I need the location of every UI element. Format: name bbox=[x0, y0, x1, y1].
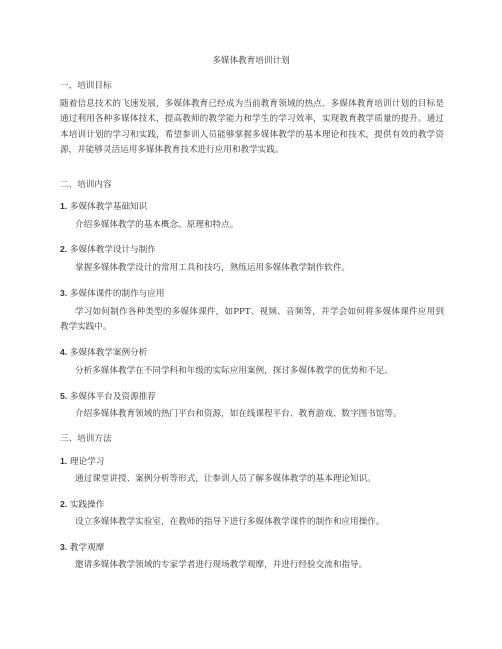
item-number: 5. bbox=[60, 391, 68, 401]
content-item-3 bbox=[60, 287, 164, 300]
method-item-3-desc: 邀请多媒体教学领域的专家学者进行现场教学观摩，并进行经验交流和指导。 bbox=[75, 560, 368, 570]
item-title: 实践操作 bbox=[69, 500, 105, 510]
content-item-4 bbox=[60, 346, 147, 359]
content-item-5-desc: 介绍多媒体教育领域的热门平台和资源，如在线课程平台、教育游戏、数字图书馆等。 bbox=[75, 409, 402, 419]
item-number: 2. bbox=[60, 244, 68, 254]
item-number: 3. bbox=[60, 288, 68, 298]
item-title: 多媒体教学基础知识 bbox=[69, 202, 148, 212]
item-number: 1. bbox=[60, 456, 68, 466]
goals-paragraph: 随着信息技术的飞速发展，多媒体教育已经成为当前教育领域的热点。多媒体教育培训计划的目标是通过利用各种多媒体技术，提高教师的教学能力和学生的学习效率，实现教育教学质量的提升。通过本培训计划的学习和实践，希望参训人员能够掌握多媒体教学的基本理论和技术，提供有效的教学资源，并能够灵活运用多媒体教育技术进行应用和教学实践。 bbox=[60, 99, 444, 156]
section-heading-goals: 一、培训目标 bbox=[60, 81, 112, 91]
method-item-1-desc: 通过课堂讲授、案例分析等形式，让参训人员了解多媒体教学的基本理论知识。 bbox=[75, 474, 376, 484]
content-item-2-desc: 掌握多媒体教学设计的常用工具和技巧，熟练运用多媒体教学制作软件。 bbox=[75, 263, 351, 273]
item-title: 理论学习 bbox=[69, 457, 105, 467]
method-item-3 bbox=[60, 541, 104, 554]
method-item-2-desc: 设立多媒体教学实验室，在教师的指导下进行多媒体教学课件的制作和应用操作。 bbox=[75, 517, 385, 527]
method-item-1 bbox=[60, 455, 104, 468]
item-number: 2. bbox=[60, 499, 68, 509]
method-item-2 bbox=[60, 498, 104, 511]
item-title: 多媒体课件的制作与应用 bbox=[69, 289, 165, 299]
section-heading-methods: 三、培训方法 bbox=[60, 434, 112, 444]
content-item-3-desc: 学习如何制作各种类型的多媒体课件，如PPT、视频、音频等，并学会如何将多媒体课件应用到教学实践中。 bbox=[60, 307, 444, 333]
item-number: 4. bbox=[60, 347, 68, 357]
item-title: 多媒体教学设计与制作 bbox=[69, 245, 156, 255]
document-title: 多媒体教育培训计划 bbox=[212, 56, 290, 66]
content-item-5 bbox=[60, 390, 156, 403]
section-heading-content: 二、培训内容 bbox=[60, 180, 112, 190]
content-item-2 bbox=[60, 243, 156, 256]
content-item-1 bbox=[60, 200, 147, 213]
item-title: 多媒体平台及资源推荐 bbox=[69, 392, 156, 402]
item-number: 3. bbox=[60, 542, 68, 552]
item-title: 多媒体教学案例分析 bbox=[69, 348, 148, 358]
content-item-4-desc: 分析多媒体教学在不同学科和年级的实际应用案例，探讨多媒体教学的优势和不足。 bbox=[75, 366, 393, 376]
item-title: 教学观摩 bbox=[69, 543, 105, 553]
item-number: 1. bbox=[60, 201, 68, 211]
content-item-1-desc: 介绍多媒体教学的基本概念、原理和特点。 bbox=[75, 220, 239, 230]
